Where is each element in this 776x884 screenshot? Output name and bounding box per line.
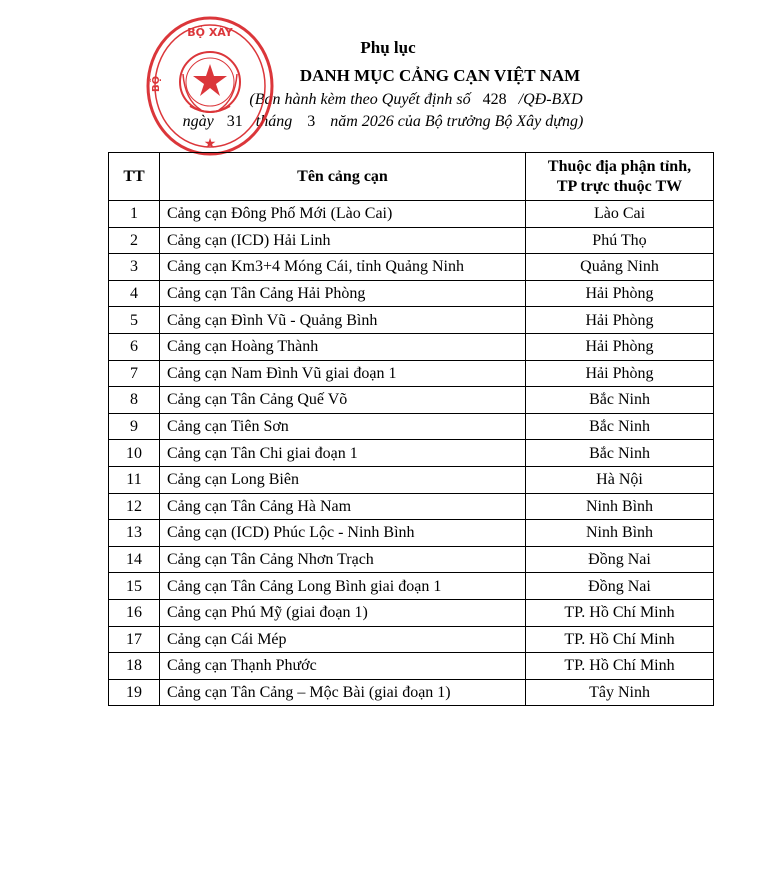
row-province: TP. Hồ Chí Minh: [526, 626, 714, 653]
row-province: Tây Ninh: [526, 679, 714, 706]
document-title: DANH MỤC CẢNG CẠN VIỆT NAM: [299, 66, 581, 85]
row-name: Cảng cạn Cái Mép: [160, 626, 526, 653]
date-day: 31: [226, 113, 243, 130]
row-province: Hải Phòng: [526, 360, 714, 387]
table-row: [109, 573, 714, 600]
table-row: [109, 307, 714, 334]
row-province: Quảng Ninh: [526, 254, 714, 281]
row-tt: 5: [109, 307, 160, 334]
table-row: [109, 333, 714, 360]
row-name: Cảng cạn Tân Cảng – Mộc Bài (giai đoạn 1): [160, 679, 526, 706]
table-row: [109, 679, 714, 706]
table-row: [109, 599, 714, 626]
svg-text:BỘ: BỘ: [151, 75, 162, 92]
row-name: Cảng cạn Hoàng Thành: [160, 333, 526, 360]
row-tt: 17: [109, 626, 160, 653]
table-row: [109, 413, 714, 440]
row-tt: 15: [109, 573, 160, 600]
appendix-title: Phụ lục: [360, 38, 416, 57]
row-province: Hải Phòng: [526, 280, 714, 307]
row-tt: 7: [109, 360, 160, 387]
row-name: Cảng cạn Đình Vũ - Quảng Bình: [160, 307, 526, 334]
row-province: TP. Hồ Chí Minh: [526, 653, 714, 680]
row-tt: 10: [109, 440, 160, 467]
row-province: Bắc Ninh: [526, 440, 714, 467]
row-name: Cảng cạn Nam Đình Vũ giai đoạn 1: [160, 360, 526, 387]
table-row: [109, 201, 714, 228]
row-name: Cảng cạn (ICD) Phúc Lộc - Ninh Bình: [160, 520, 526, 547]
row-tt: 2: [109, 227, 160, 254]
table-row: [109, 546, 714, 573]
table-row: [109, 387, 714, 414]
row-name: Cảng cạn Tân Cảng Long Bình giai đoạn 1: [160, 573, 526, 600]
row-tt: 6: [109, 333, 160, 360]
table-row: [109, 227, 714, 254]
row-tt: 1: [109, 201, 160, 228]
row-province: Lào Cai: [526, 201, 714, 228]
decree-line: [28, 91, 776, 109]
row-name: Cảng cạn Km3+4 Móng Cái, tỉnh Quảng Ninh: [160, 254, 526, 281]
row-province: Phú Thọ: [526, 227, 714, 254]
row-province: Hải Phòng: [526, 307, 714, 334]
table-header-row: [109, 153, 714, 201]
date-suffix: năm 2026 của Bộ trưởng Bộ Xây dựng): [330, 113, 584, 130]
svg-text:★: ★: [203, 136, 217, 152]
dry-port-table: [108, 152, 714, 706]
table-row: [109, 653, 714, 680]
row-province: Đồng Nai: [526, 573, 714, 600]
table-row: [109, 493, 714, 520]
row-name: Cảng cạn Tân Cảng Hà Nam: [160, 493, 526, 520]
table-row: [109, 254, 714, 281]
row-name: Cảng cạn Tiên Sơn: [160, 413, 526, 440]
date-month-label: tháng: [255, 113, 293, 130]
date-prefix: ngày: [182, 113, 214, 130]
row-name: Cảng cạn Phú Mỹ (giai đoạn 1): [160, 599, 526, 626]
row-tt: 4: [109, 280, 160, 307]
date-month: 3: [307, 113, 316, 130]
row-tt: 11: [109, 466, 160, 493]
row-name: Cảng cạn Đông Phố Mới (Lào Cai): [160, 201, 526, 228]
row-tt: 9: [109, 413, 160, 440]
row-province: Đồng Nai: [526, 546, 714, 573]
row-name: Cảng cạn Tân Cảng Hải Phòng: [160, 280, 526, 307]
row-province: Ninh Bình: [526, 493, 714, 520]
header-name: Tên cảng cạn: [160, 153, 526, 201]
row-tt: 12: [109, 493, 160, 520]
official-seal-stamp: [145, 14, 275, 159]
header-province: [526, 153, 714, 201]
table-row: [109, 360, 714, 387]
row-province: Hải Phòng: [526, 333, 714, 360]
svg-text:BỘ XÂY: BỘ XÂY: [187, 26, 233, 39]
row-province: Bắc Ninh: [526, 387, 714, 414]
row-province: Ninh Bình: [526, 520, 714, 547]
header-province-line1: Thuộc địa phận tỉnh,: [547, 157, 692, 175]
row-tt: 19: [109, 679, 160, 706]
row-name: Cảng cạn Tân Chi giai đoạn 1: [160, 440, 526, 467]
header-tt: TT: [109, 153, 160, 201]
row-name: Cảng cạn Tân Cảng Nhơn Trạch: [160, 546, 526, 573]
table-row: [109, 466, 714, 493]
row-tt: 16: [109, 599, 160, 626]
row-tt: 18: [109, 653, 160, 680]
row-tt: 14: [109, 546, 160, 573]
row-province: TP. Hồ Chí Minh: [526, 599, 714, 626]
row-name: Cảng cạn Long Biên: [160, 466, 526, 493]
row-name: Cảng cạn (ICD) Hải Linh: [160, 227, 526, 254]
row-province: Hà Nội: [526, 466, 714, 493]
date-line: [0, 113, 771, 131]
row-tt: 3: [109, 254, 160, 281]
table-row: [109, 520, 714, 547]
row-tt: 8: [109, 387, 160, 414]
decree-number: 428: [482, 91, 507, 108]
row-tt: 13: [109, 520, 160, 547]
header-province-line2: TP trực thuộc TW: [556, 177, 683, 195]
table-row: [109, 280, 714, 307]
decree-suffix: /QĐ-BXD: [518, 91, 583, 108]
row-province: Bắc Ninh: [526, 413, 714, 440]
row-name: Cảng cạn Thạnh Phước: [160, 653, 526, 680]
row-name: Cảng cạn Tân Cảng Quế Võ: [160, 387, 526, 414]
table-row: [109, 440, 714, 467]
decree-prefix: (Ban hành kèm theo Quyết định số: [249, 91, 471, 108]
table-row: [109, 626, 714, 653]
